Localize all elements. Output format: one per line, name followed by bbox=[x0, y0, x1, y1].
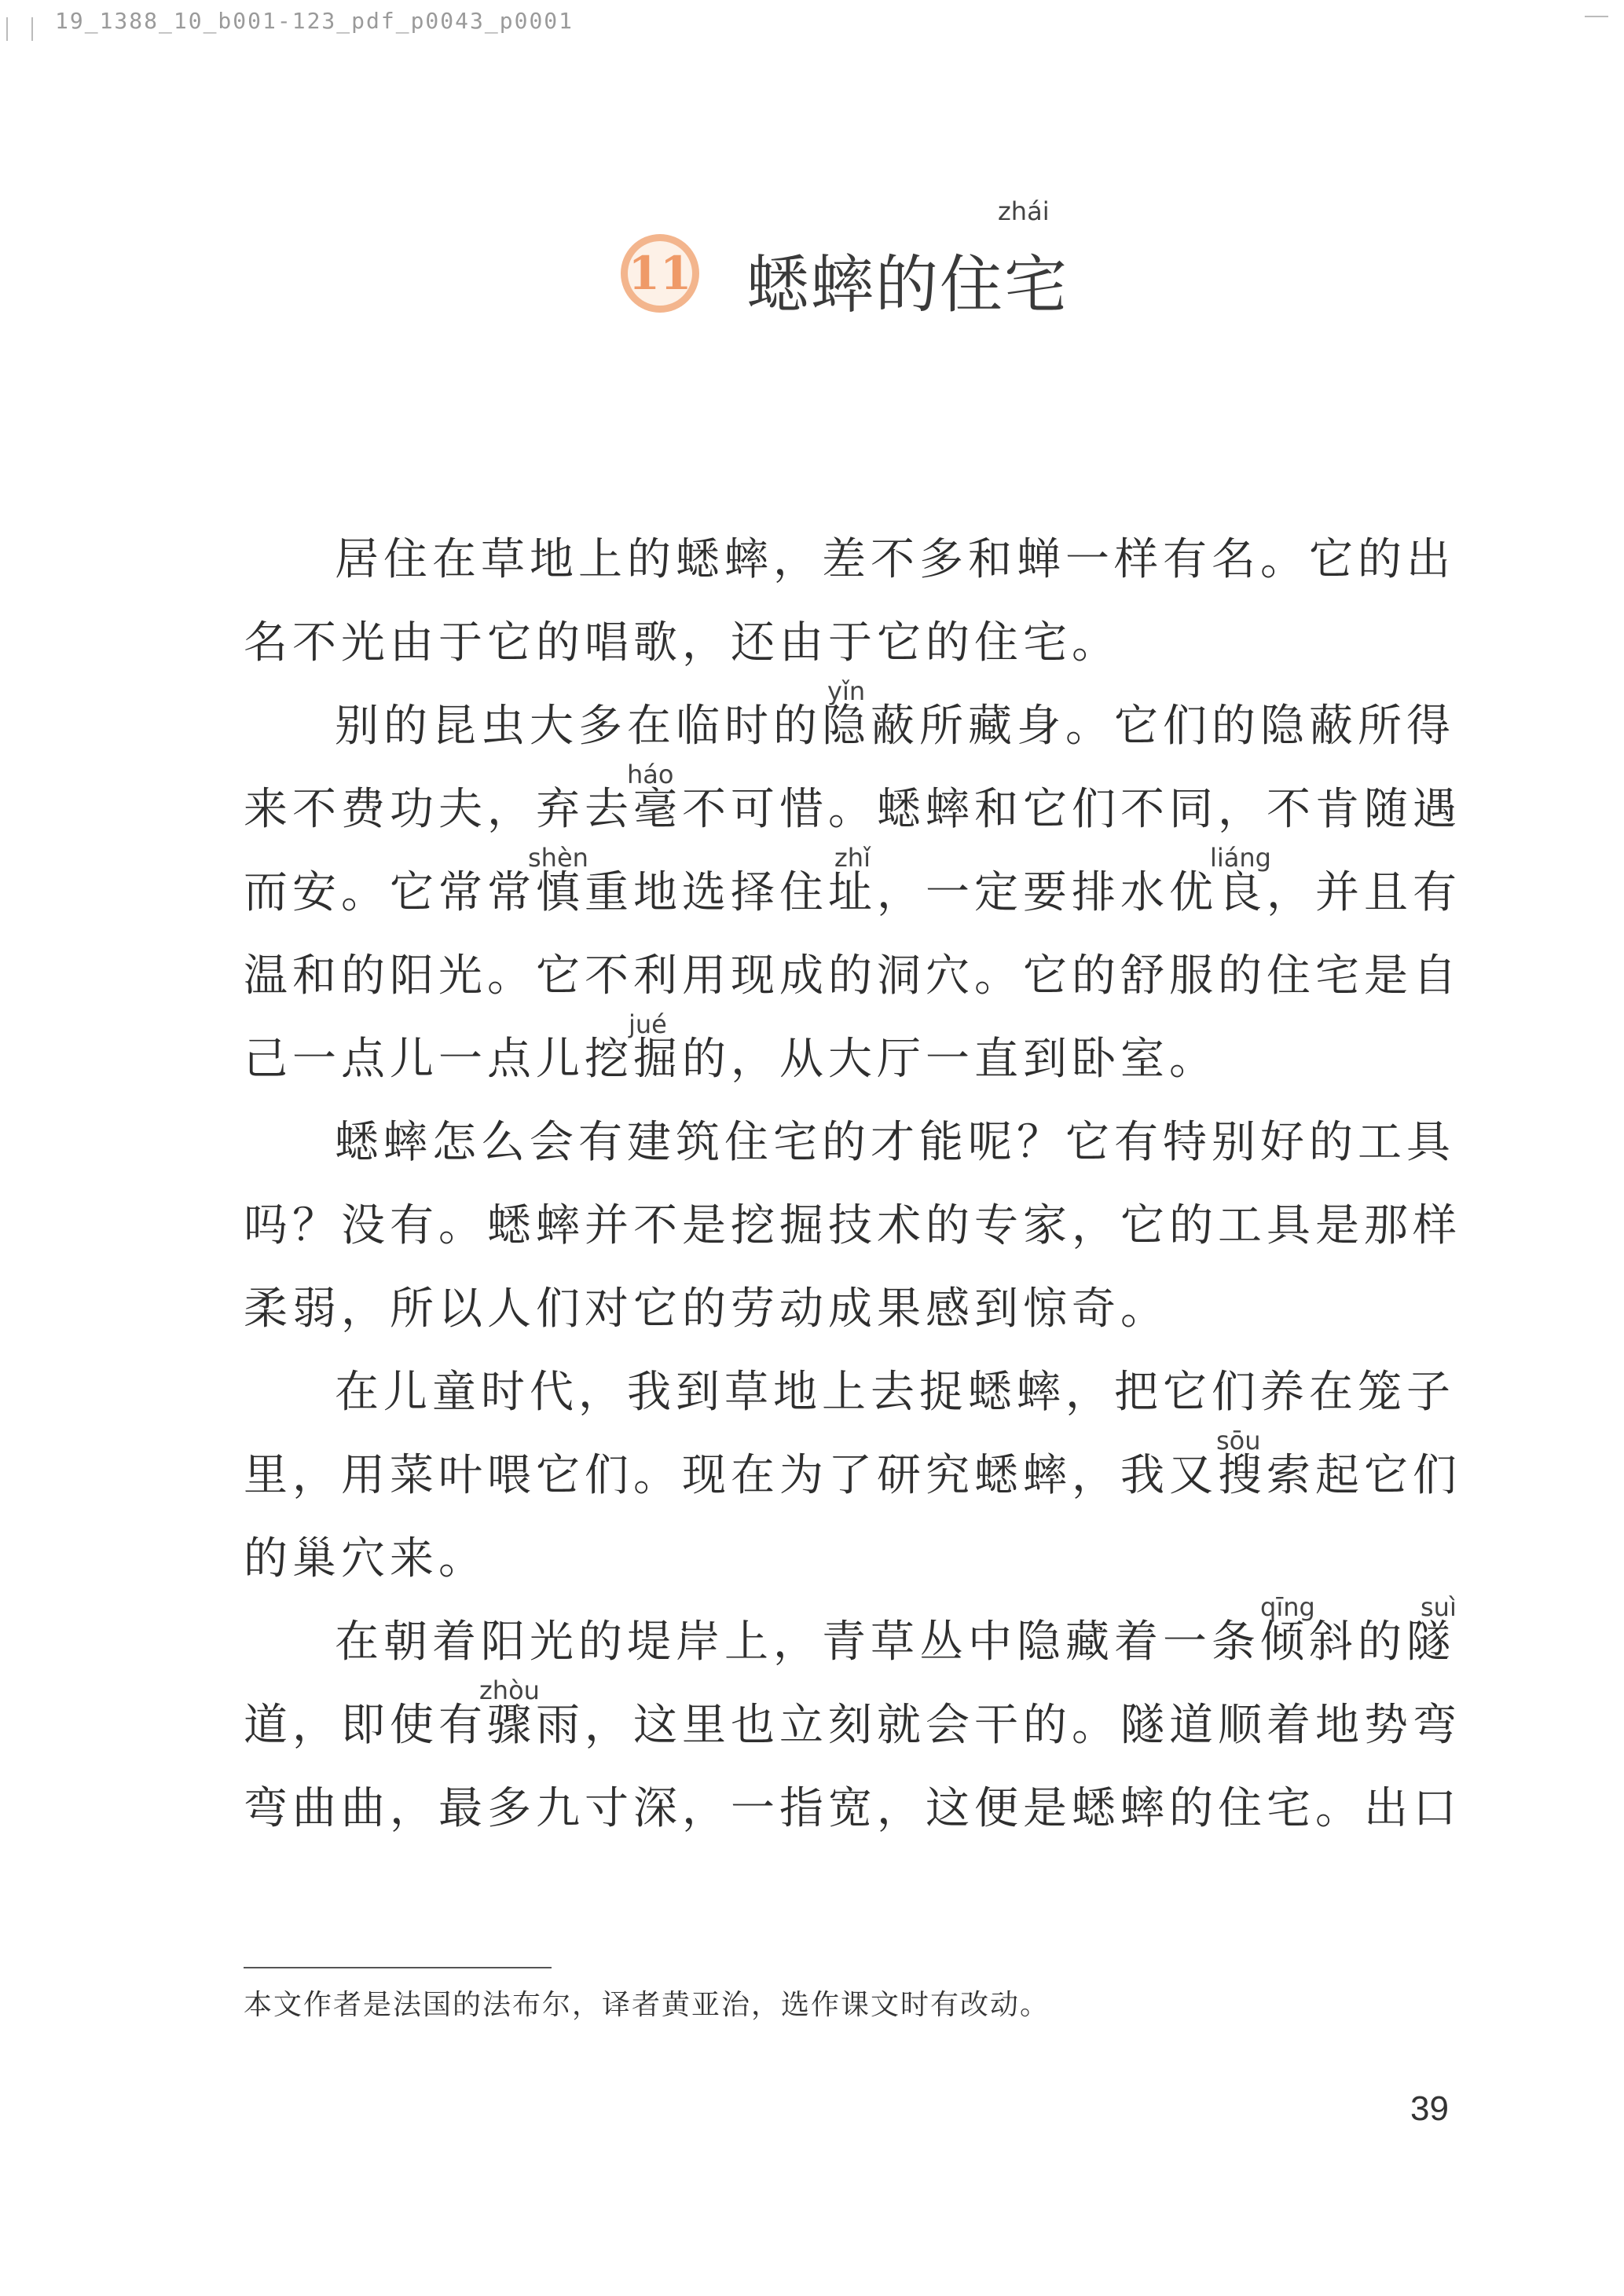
line-text: 在朝着阳光的堤岸上，青草丛中隐藏着一条倾斜的隧 bbox=[335, 1617, 1455, 1668]
line-text: 温和的阳光。它不利用现成的洞穴。它的舒服的住宅是自 bbox=[244, 950, 1461, 1002]
text-line bbox=[244, 935, 1461, 1018]
text-line bbox=[244, 760, 1461, 851]
text-line bbox=[244, 1101, 1457, 1185]
footnote: 本文作者是法国的法布尔，译者黄亚治，选作课文时有改动。 bbox=[244, 1989, 1050, 2021]
text-line bbox=[244, 1675, 1461, 1767]
lesson-number: 11 bbox=[628, 247, 692, 300]
pinyin-annotation: shèn bbox=[528, 843, 588, 873]
line-text: 蟋蟀怎么会有建筑住宅的才能呢？它有特别好的工具 bbox=[335, 1117, 1455, 1168]
text-line bbox=[244, 518, 1457, 602]
line-text: 而安。它常常慎重地选择住址，一定要排水优良，并且有 bbox=[244, 867, 1461, 918]
line-text: 道，即使有骤雨，这里也立刻就会干的。隧道顺着地势弯 bbox=[244, 1700, 1461, 1751]
text-line bbox=[244, 1426, 1461, 1518]
pinyin-annotation: sōu bbox=[1216, 1426, 1261, 1456]
text-line bbox=[244, 602, 1457, 685]
pinyin-annotation: zhòu bbox=[479, 1675, 540, 1705]
line-text: 弯曲曲，最多九寸深，一指宽，这便是蟋蟀的住宅。出口 bbox=[244, 1783, 1461, 1834]
title-pinyin: zhái bbox=[998, 196, 1050, 226]
text-line bbox=[244, 843, 1461, 935]
page-title: 蟋蟀的住宅 bbox=[746, 248, 1069, 321]
crop-mark bbox=[1585, 16, 1608, 17]
scan-file-code: 19_1388_10_b001-123_pdf_p0043_p0001 bbox=[55, 8, 574, 34]
crop-mark bbox=[6, 17, 8, 41]
text-line bbox=[244, 1592, 1457, 1684]
line-text: 柔弱，所以人们对它的劳动成果感到惊奇。 bbox=[244, 1283, 1169, 1335]
pinyin-annotation: yǐn bbox=[827, 676, 866, 706]
footnote-divider bbox=[244, 1967, 552, 1968]
line-text: 来不费功夫，弃去毫不可惜。蟋蟀和它们不同，不肯随遇 bbox=[244, 784, 1461, 835]
scan-header bbox=[0, 0, 1624, 47]
text-line bbox=[244, 1351, 1457, 1434]
article-body bbox=[244, 518, 1461, 1851]
pinyin-annotation: jué bbox=[629, 1009, 667, 1039]
pinyin-annotation: suì bbox=[1421, 1592, 1457, 1622]
line-text: 别的昆虫大多在临时的隐蔽所藏身。它们的隐蔽所得 bbox=[335, 701, 1455, 752]
text-line bbox=[244, 676, 1457, 768]
line-text: 里，用菜叶喂它们。现在为了研究蟋蟀，我又搜索起它们 bbox=[244, 1450, 1461, 1501]
line-text: 名不光由于它的唱歌，还由于它的住宅。 bbox=[244, 617, 1120, 668]
line-text: 吗？没有。蟋蟀并不是挖掘技术的专家，它的工具是那样 bbox=[244, 1200, 1461, 1251]
text-line bbox=[244, 1009, 1457, 1101]
page-number: 39 bbox=[1410, 2089, 1449, 2128]
line-text: 在儿童时代，我到草地上去捉蟋蟀，把它们养在笼子 bbox=[335, 1367, 1455, 1418]
lesson-number-badge bbox=[621, 234, 699, 313]
line-text: 的巢穴来。 bbox=[244, 1533, 487, 1584]
text-line bbox=[244, 1268, 1457, 1351]
text-line bbox=[244, 1518, 1457, 1601]
text-line bbox=[244, 1767, 1461, 1851]
pinyin-annotation: qīng bbox=[1260, 1592, 1315, 1622]
pinyin-annotation: liáng bbox=[1210, 843, 1271, 873]
pinyin-annotation: háo bbox=[627, 760, 674, 789]
pinyin-annotation: zhǐ bbox=[834, 843, 871, 873]
line-text: 居住在草地上的蟋蟀，差不多和蝉一样有名。它的出 bbox=[335, 534, 1455, 585]
crop-mark bbox=[31, 17, 33, 41]
text-line bbox=[244, 1185, 1461, 1268]
lesson-title bbox=[621, 196, 1171, 321]
line-text: 己一点儿一点儿挖掘的，从大厅一直到卧室。 bbox=[244, 1034, 1218, 1085]
